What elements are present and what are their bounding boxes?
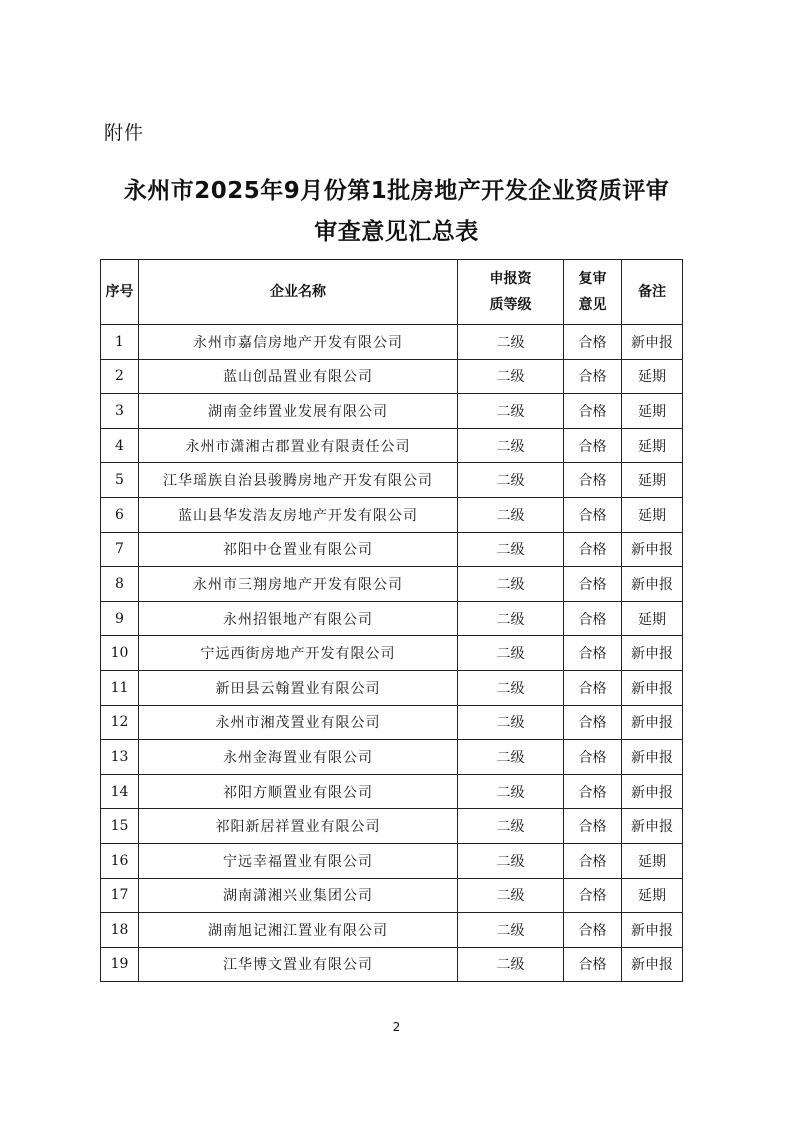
row-company: 永州招银地产有限公司 bbox=[139, 601, 458, 636]
table-row bbox=[101, 463, 683, 498]
row-review: 合格 bbox=[564, 705, 622, 740]
row-seq: 7 bbox=[101, 532, 139, 567]
table-row bbox=[101, 359, 683, 394]
header-seq: 序号 bbox=[101, 260, 139, 325]
row-seq: 19 bbox=[101, 947, 139, 982]
row-seq: 1 bbox=[101, 325, 139, 360]
row-review: 合格 bbox=[564, 843, 622, 878]
row-review: 合格 bbox=[564, 428, 622, 463]
header-review-line1: 复审 bbox=[578, 271, 607, 287]
row-grade: 二级 bbox=[458, 325, 564, 360]
row-remark: 延期 bbox=[622, 878, 683, 913]
document-title-line1: 永州市2025年9月份第1批房地产开发企业资质评审 bbox=[123, 178, 670, 204]
row-remark: 延期 bbox=[622, 428, 683, 463]
row-grade: 二级 bbox=[458, 359, 564, 394]
row-review: 合格 bbox=[564, 532, 622, 567]
table-row bbox=[101, 843, 683, 878]
row-review: 合格 bbox=[564, 774, 622, 809]
row-remark: 延期 bbox=[622, 463, 683, 498]
row-grade: 二级 bbox=[458, 705, 564, 740]
review-summary-table bbox=[100, 259, 683, 982]
table-row bbox=[101, 809, 683, 844]
row-review: 合格 bbox=[564, 394, 622, 429]
header-remark: 备注 bbox=[622, 260, 683, 325]
header-review-line2: 意见 bbox=[578, 297, 607, 313]
row-company: 湖南金纬置业发展有限公司 bbox=[139, 394, 458, 429]
table-row bbox=[101, 774, 683, 809]
row-remark: 新申报 bbox=[622, 670, 683, 705]
row-review: 合格 bbox=[564, 359, 622, 394]
row-review: 合格 bbox=[564, 601, 622, 636]
row-company: 新田县云翰置业有限公司 bbox=[139, 670, 458, 705]
row-review: 合格 bbox=[564, 913, 622, 948]
row-company: 永州市嘉信房地产开发有限公司 bbox=[139, 325, 458, 360]
row-grade: 二级 bbox=[458, 913, 564, 948]
row-remark: 新申报 bbox=[622, 947, 683, 982]
row-grade: 二级 bbox=[458, 428, 564, 463]
row-grade: 二级 bbox=[458, 532, 564, 567]
row-seq: 14 bbox=[101, 774, 139, 809]
row-grade: 二级 bbox=[458, 843, 564, 878]
table-row bbox=[101, 878, 683, 913]
row-remark: 延期 bbox=[622, 359, 683, 394]
row-seq: 3 bbox=[101, 394, 139, 429]
table-row bbox=[101, 394, 683, 429]
row-review: 合格 bbox=[564, 878, 622, 913]
row-review: 合格 bbox=[564, 325, 622, 360]
table-row bbox=[101, 601, 683, 636]
row-remark: 新申报 bbox=[622, 532, 683, 567]
row-grade: 二级 bbox=[458, 497, 564, 532]
table-row bbox=[101, 428, 683, 463]
document-title-line2: 审查意见汇总表 bbox=[314, 219, 479, 245]
row-seq: 11 bbox=[101, 670, 139, 705]
row-remark: 延期 bbox=[622, 497, 683, 532]
row-company: 祁阳新居祥置业有限公司 bbox=[139, 809, 458, 844]
row-remark: 新申报 bbox=[622, 809, 683, 844]
row-company: 湖南旭记湘江置业有限公司 bbox=[139, 913, 458, 948]
row-seq: 8 bbox=[101, 567, 139, 602]
row-grade: 二级 bbox=[458, 601, 564, 636]
row-seq: 17 bbox=[101, 878, 139, 913]
row-company: 江华瑶族自治县骏腾房地产开发有限公司 bbox=[139, 463, 458, 498]
row-seq: 9 bbox=[101, 601, 139, 636]
row-remark: 延期 bbox=[622, 394, 683, 429]
row-company: 祁阳中仓置业有限公司 bbox=[139, 532, 458, 567]
row-grade: 二级 bbox=[458, 670, 564, 705]
row-seq: 10 bbox=[101, 636, 139, 671]
row-review: 合格 bbox=[564, 947, 622, 982]
row-seq: 6 bbox=[101, 497, 139, 532]
row-seq: 16 bbox=[101, 843, 139, 878]
row-review: 合格 bbox=[564, 740, 622, 775]
row-company: 宁远幸福置业有限公司 bbox=[139, 843, 458, 878]
row-remark: 延期 bbox=[622, 843, 683, 878]
row-grade: 二级 bbox=[458, 567, 564, 602]
row-remark: 新申报 bbox=[622, 705, 683, 740]
row-remark: 新申报 bbox=[622, 740, 683, 775]
table-row bbox=[101, 705, 683, 740]
row-review: 合格 bbox=[564, 463, 622, 498]
row-seq: 15 bbox=[101, 809, 139, 844]
row-company: 蓝山县华发浩友房地产开发有限公司 bbox=[139, 497, 458, 532]
table-row bbox=[101, 532, 683, 567]
table-row bbox=[101, 325, 683, 360]
header-company: 企业名称 bbox=[139, 260, 458, 325]
row-seq: 18 bbox=[101, 913, 139, 948]
row-grade: 二级 bbox=[458, 463, 564, 498]
row-review: 合格 bbox=[564, 497, 622, 532]
row-review: 合格 bbox=[564, 670, 622, 705]
page-number: 2 bbox=[392, 1020, 401, 1034]
row-company: 永州市潇湘古郡置业有限责任公司 bbox=[139, 428, 458, 463]
row-seq: 13 bbox=[101, 740, 139, 775]
row-remark: 新申报 bbox=[622, 774, 683, 809]
table-row bbox=[101, 740, 683, 775]
row-company: 宁远西街房地产开发有限公司 bbox=[139, 636, 458, 671]
row-grade: 二级 bbox=[458, 636, 564, 671]
attachment-label: 附件 bbox=[104, 122, 145, 144]
row-review: 合格 bbox=[564, 809, 622, 844]
row-grade: 二级 bbox=[458, 947, 564, 982]
table-row bbox=[101, 497, 683, 532]
header-grade-line2: 质等级 bbox=[489, 297, 532, 313]
row-grade: 二级 bbox=[458, 740, 564, 775]
row-company: 蓝山创品置业有限公司 bbox=[139, 359, 458, 394]
row-company: 祁阳方顺置业有限公司 bbox=[139, 774, 458, 809]
table-row bbox=[101, 913, 683, 948]
table-row bbox=[101, 567, 683, 602]
header-review bbox=[564, 260, 622, 325]
row-company: 永州金海置业有限公司 bbox=[139, 740, 458, 775]
row-remark: 延期 bbox=[622, 601, 683, 636]
row-seq: 4 bbox=[101, 428, 139, 463]
table-header-row bbox=[101, 260, 683, 325]
row-company: 湖南潇湘兴业集团公司 bbox=[139, 878, 458, 913]
row-seq: 12 bbox=[101, 705, 139, 740]
header-grade bbox=[458, 260, 564, 325]
row-seq: 5 bbox=[101, 463, 139, 498]
row-company: 永州市三翔房地产开发有限公司 bbox=[139, 567, 458, 602]
row-grade: 二级 bbox=[458, 774, 564, 809]
row-remark: 新申报 bbox=[622, 636, 683, 671]
row-company: 江华博文置业有限公司 bbox=[139, 947, 458, 982]
row-grade: 二级 bbox=[458, 878, 564, 913]
row-review: 合格 bbox=[564, 636, 622, 671]
row-remark: 新申报 bbox=[622, 567, 683, 602]
table-row bbox=[101, 947, 683, 982]
table-row bbox=[101, 636, 683, 671]
row-seq: 2 bbox=[101, 359, 139, 394]
row-review: 合格 bbox=[564, 567, 622, 602]
row-company: 永州市湘茂置业有限公司 bbox=[139, 705, 458, 740]
row-grade: 二级 bbox=[458, 394, 564, 429]
row-remark: 新申报 bbox=[622, 325, 683, 360]
table-row bbox=[101, 670, 683, 705]
row-grade: 二级 bbox=[458, 809, 564, 844]
header-grade-line1: 申报资 bbox=[489, 271, 532, 287]
row-remark: 新申报 bbox=[622, 913, 683, 948]
